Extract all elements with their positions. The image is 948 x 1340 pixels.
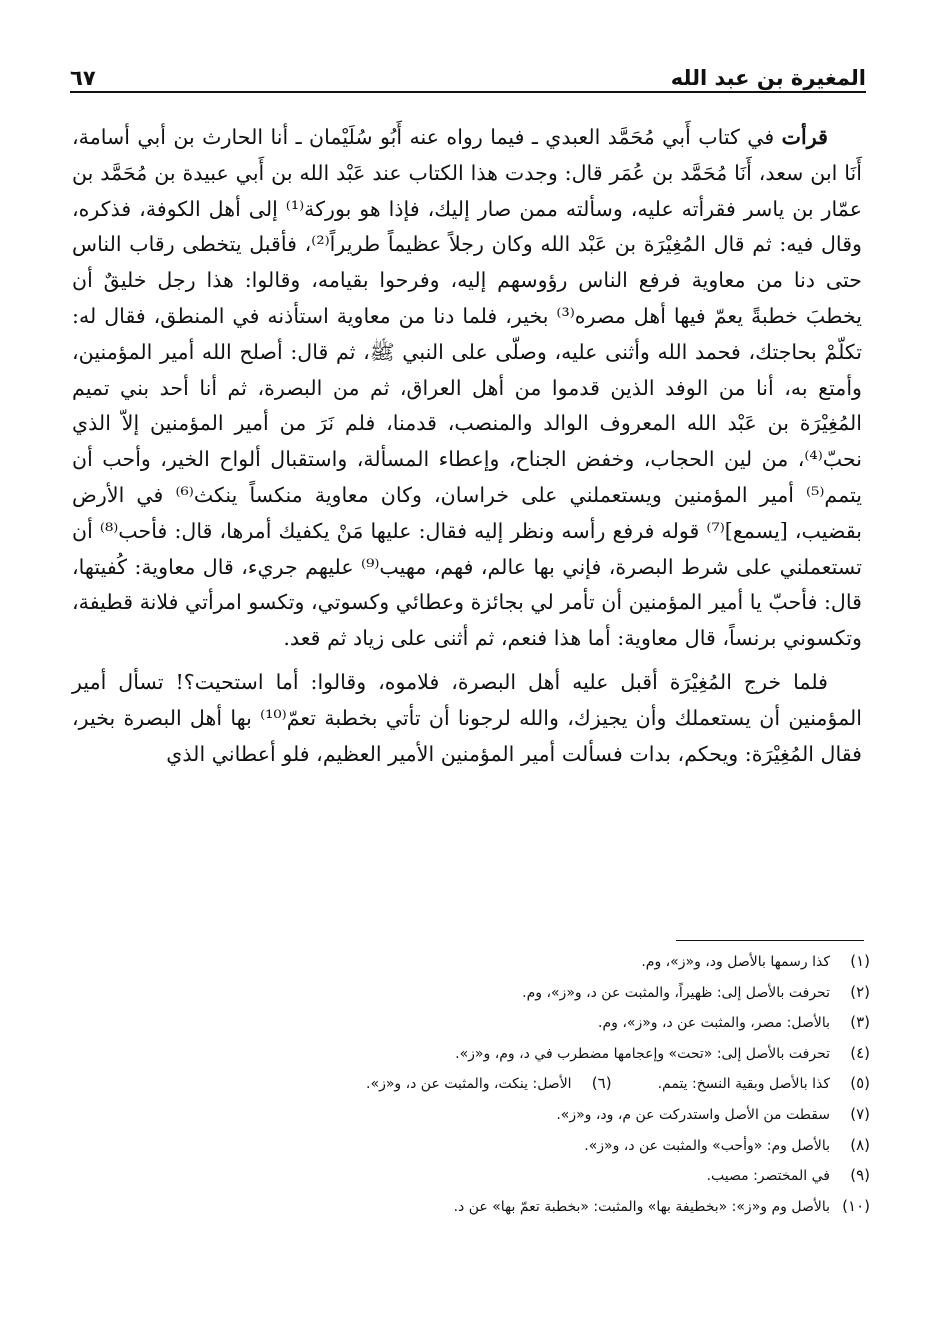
main-text: [72, 120, 862, 772]
footnote-text: بالأصل وم: «وأحب» والمثبت عن د، و«ز».: [584, 1137, 830, 1154]
footnote-text: بالأصل وم و«ز»: «بخطيفة بها» والمثبت: «بخطبة تعمّ بها» عن د.: [453, 1198, 830, 1215]
footnote-5: [658, 1074, 870, 1092]
footnote-text: في المختصر: مصيب.: [706, 1168, 830, 1185]
footnote-number: (٢): [850, 982, 870, 1001]
header-rule: [70, 91, 866, 93]
footnote-text: سقطت من الأصل واستدركت عن م، ود، و«ز».: [556, 1106, 830, 1123]
page-number: ٦٧: [70, 66, 96, 90]
footnote-text: كذا رسمها بالأصل ود، و«ز»، وم.: [641, 954, 830, 970]
paragraph-2: [72, 665, 862, 772]
footnote-number: (٦): [591, 1074, 612, 1093]
footnote-6: [366, 1074, 612, 1092]
footnote-number: (٩): [850, 1166, 870, 1185]
running-title: المغيرة بن عبد الله: [670, 66, 866, 90]
paragraph-1: [72, 120, 862, 657]
footnote-number: (٤): [850, 1043, 870, 1062]
footnote-number: (٧): [850, 1104, 870, 1123]
paragraph-1-lead-word: قرأت: [781, 125, 828, 149]
footnote-7: [72, 1105, 870, 1136]
footnote-text: تحرفت بالأصل إلى: «تحت» وإعجامها مضطرب في د، وم، و«ز».: [455, 1045, 830, 1062]
footnote-number: (١٠): [842, 1196, 870, 1215]
footnote-number: (٨): [850, 1135, 870, 1154]
footnote-number: (٥): [850, 1074, 870, 1093]
footnote-4: [72, 1044, 870, 1075]
footnote-row-5-6: [72, 1074, 870, 1105]
footnote-text: كذا بالأصل وبقية النسخ: يتمم.: [657, 1076, 830, 1093]
footnote-separator: [676, 940, 864, 941]
paragraph-2-text: فلما خرج المُغِيْرَة أقبل عليه أهل البصرة، فلاموه، وقالوا: أما استحيت؟! تسأل أمير المؤمنين أن يستعملك وأن يجيزك، والله لرجونا أن تأتي بخطبة تعمّ⁽¹⁰⁾ بها أهل البصرة بخير، فقال المُغِيْرَة: ويحكم، بدات فسألت أمير المؤمنين الأمير العظيم، فلو أعطاني الذي: [72, 669, 863, 766]
footnotes: [72, 952, 870, 1227]
footnote-text: الأصل: ينكت، والمثبت عن د، و«ز».: [366, 1076, 572, 1093]
footnote-8: [72, 1136, 870, 1167]
footnote-1: [72, 952, 870, 983]
footnote-text: بالأصل: مصر، والمثبت عن د، و«ز»، وم.: [598, 1015, 830, 1032]
footnote-10: [72, 1197, 870, 1228]
footnote-2: [72, 983, 870, 1014]
footnote-3: [72, 1013, 870, 1044]
footnote-number: (٣): [850, 1013, 870, 1032]
paragraph-1-text: في كتاب أَبي مُحَمَّد العبدي ـ فيما رواه عنه أَبُو سُلَيْمان ـ أنا الحارث بن أبي أسامة، أَنَا ابن سعد، أَنَا مُحَمَّد بن عُمَر قال: وجدت هذا الكتاب عند عَبْد الله بن أَبي عبيدة بن مُحَمَّد بن عمّار بن ياسر فقرأته عليه، وسألته ممن صار إليك، فإذا هو بوركة⁽¹⁾ إلى أهل الكوفة، فذكره، وقال فيه: ثم قال المُغِيْرَة بن عَبْد الله وكان رجلاً عظيماً طريراً⁽²⁾، فأقبل يتخطى رقاب الناس حتى دنا من معاوية فرفع الناس رؤوسهم إليه، وفرحوا بقيامه، وقالوا: هذا رجل خليقٌ أن يخطبَ خطبةً يعمّ فيها أهل مصره⁽³⁾ بخير، فلما دنا من معاوية استأذنه في المنطق، فقال له: تكلّمْ بحاجتك، فحمد الله وأثنى عليه، وصلّى على النبي ﷺ، ثم قال: أصلح الله أمير المؤمنين، وأمتع به، أنا من الوفد الذين قدموا من أهل العراق، ثم من البصرة، ثم أنا أحد بني تميم المُغِيْرَة بن عَبْد الله المعروف الوالد والمنصب، قدمنا، فلم نَرَ من أمير المؤمنين إلاّ الذي نحبّ⁽⁴⁾، من لين الحجاب، وخفض الجناح، وإعطاء المسألة، واستقبال ألواح الخير، وأحب أن يتمم⁽⁵⁾ أمير المؤمنين ويستعملني على خراسان، وكان معاوية منكساً ينكث⁽⁶⁾ في الأرض بقضيب، [يسمع]⁽⁷⁾ قوله فرفع رأسه ونظر إليه فقال: عليها مَنْ يكفيك أمرها، قال: فأحب⁽⁸⁾ أن تستعملني على شرط البصرة، فإني بها عالم، فهم، مهيب⁽⁹⁾ عليهم جريء، قال معاوية: كُفيتها، قال: فأحبّ يا أمير المؤمنين أن تأمر لي بجائزة وعطائي وكسوتي، وتكسو امرأتي فلانة قطيفة، وتكسوني برنساً، قال معاوية: أما هذا فنعم، ثم أثنى على زياد ثم قعد.: [72, 125, 863, 651]
page-header: [70, 56, 866, 90]
footnote-text: تحرفت بالأصل إلى: ظهيراً، والمثبت عن د، و«ز»، وم.: [522, 984, 830, 1001]
footnote-9: [72, 1166, 870, 1197]
footnote-number: (١): [850, 952, 870, 970]
